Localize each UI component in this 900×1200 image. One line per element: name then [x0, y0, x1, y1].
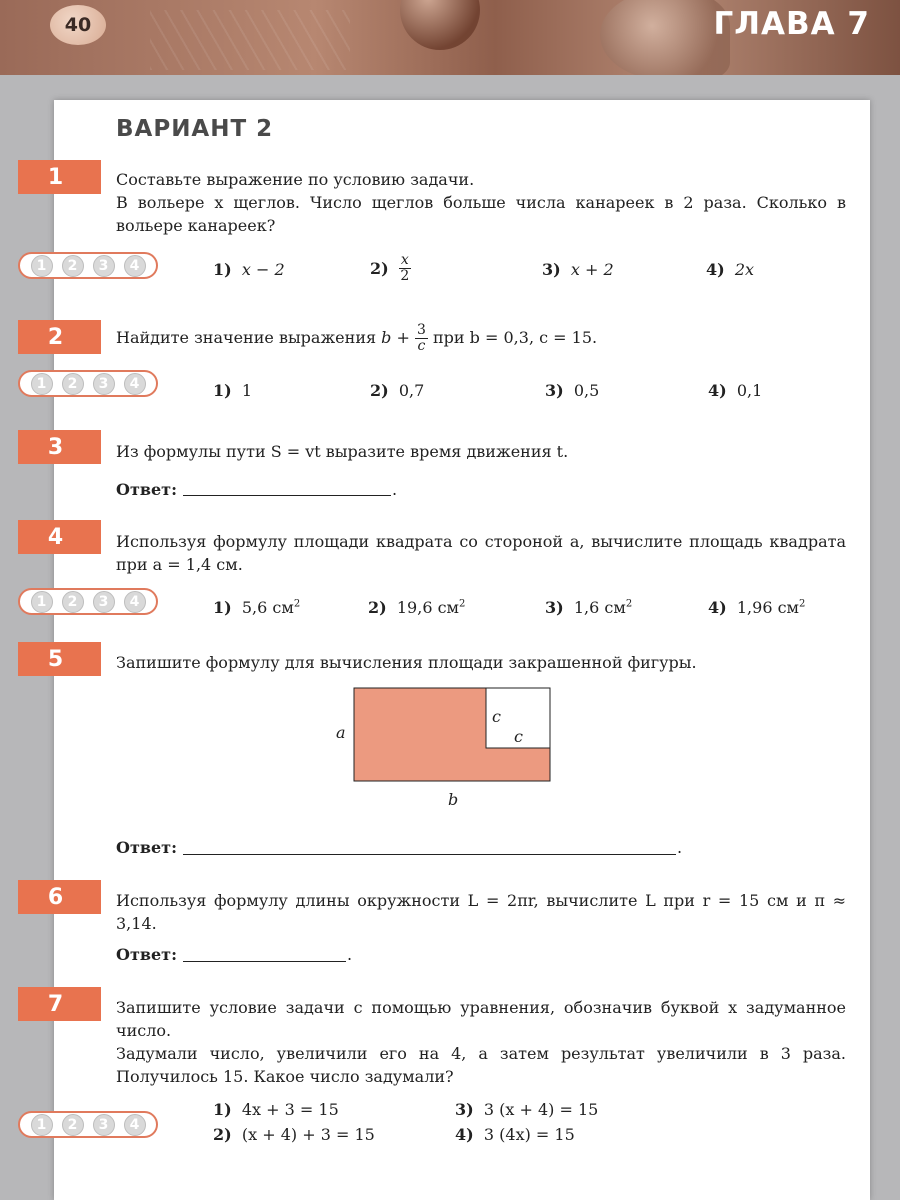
- answer-label: Ответ:: [116, 838, 177, 857]
- choice-circle-3[interactable]: 3: [93, 255, 115, 277]
- task-3-text: Из формулы пути S = vt выразите время движения t.: [116, 442, 569, 461]
- task-4-text: Используя формулу площади квадрата со стороной a, вычислите площадь квадрата при a = 1,4 см.: [116, 532, 846, 574]
- task-number-tab: 7: [18, 987, 101, 1021]
- choice-circle-3[interactable]: 3: [93, 373, 115, 395]
- choice-circle-4[interactable]: 4: [124, 255, 146, 277]
- choice-circle-4[interactable]: 4: [124, 591, 146, 613]
- answer-period: .: [677, 838, 683, 857]
- task-6-text: Используя формулу длины окружности L = 2πr, вычислите L при r = 15 см и π ≈ 3,14.: [116, 891, 846, 933]
- answer-choice-selector[interactable]: [18, 588, 158, 615]
- answer-period: .: [347, 945, 353, 964]
- choice-circle-4[interactable]: 4: [124, 1114, 146, 1136]
- option-3: 3) 3 (x + 4) = 15: [455, 1100, 599, 1119]
- option-3: 3) 1,6 $см^2$: [545, 598, 633, 617]
- option-1: 1) 5,6 $см^2$: [213, 598, 301, 617]
- task-5-text: Запишите формулу для вычисления площади закрашенной фигуры.: [116, 653, 697, 672]
- option-1: 1) 1: [213, 381, 253, 400]
- variant-title: ВАРИАНТ 2: [116, 116, 274, 142]
- choice-circle-1[interactable]: 1: [31, 591, 53, 613]
- task-number-tab: 1: [18, 160, 101, 194]
- choice-circle-1[interactable]: 1: [31, 373, 53, 395]
- label-side-b: b: [448, 790, 459, 809]
- choice-circle-2[interactable]: 2: [62, 255, 84, 277]
- choice-circle-3[interactable]: 3: [93, 591, 115, 613]
- option-4: 4) 0,1: [708, 381, 763, 400]
- chapter-header-banner: [0, 0, 900, 75]
- option-4: 4) 1,96 $см^2$: [708, 598, 806, 617]
- task-1-line-1: Составьте выражение по условию задачи.: [116, 170, 475, 189]
- option-2: 2) (x + 4) + 3 = 15: [213, 1125, 375, 1144]
- option-2: 2) 0,7: [370, 381, 425, 400]
- task-number-tab: 5: [18, 642, 101, 676]
- option-2: 2) $\frac{x}{2}$: [370, 252, 410, 284]
- task-1-line-2: В вольере x щеглов. Число щеглов больше числа канареек в 2 раза. Сколько в вольере канареек?: [116, 193, 846, 235]
- task-number-tab: 2: [18, 320, 101, 354]
- option-3: 3) x + 2: [542, 260, 614, 279]
- answer-line[interactable]: [183, 854, 676, 855]
- choice-circle-2[interactable]: 2: [62, 591, 84, 613]
- page-number: 40: [50, 5, 106, 45]
- header-decoration: [400, 0, 480, 50]
- task-7-text: [116, 996, 846, 1088]
- task-number-tab: 6: [18, 880, 101, 914]
- choice-circle-1[interactable]: 1: [31, 1114, 53, 1136]
- choice-circle-1[interactable]: 1: [31, 255, 53, 277]
- choice-circle-3[interactable]: 3: [93, 1114, 115, 1136]
- answer-line[interactable]: [183, 961, 346, 962]
- task-number-tab: 4: [18, 520, 101, 554]
- choice-circle-2[interactable]: 2: [62, 373, 84, 395]
- task-7-line-1: Запишите условие задачи с помощью уравнения, обозначив буквой x задуманное число.: [116, 998, 846, 1040]
- task-2-text: Найдите значение выражения b + $\frac{3}{c}$ при b = 0,3, c = 15.: [116, 322, 598, 354]
- label-side-c: c: [492, 707, 501, 726]
- option-1: 1) x − 2: [213, 260, 285, 279]
- answer-period: .: [392, 480, 398, 499]
- task-number-tab: 3: [18, 430, 101, 464]
- option-1: 1) 4x + 3 = 15: [213, 1100, 339, 1119]
- choice-circle-2[interactable]: 2: [62, 1114, 84, 1136]
- option-2: 2) 19,6 $см^2$: [368, 598, 466, 617]
- answer-label: Ответ:: [116, 480, 177, 499]
- header-decoration: [150, 10, 350, 70]
- task-1-text: [116, 168, 846, 237]
- choice-circle-4[interactable]: 4: [124, 373, 146, 395]
- label-side-c: c: [514, 727, 523, 746]
- answer-label: Ответ:: [116, 945, 177, 964]
- label-side-a: a: [336, 723, 346, 742]
- option-3: 3) 0,5: [545, 381, 600, 400]
- answer-choice-selector[interactable]: [18, 252, 158, 279]
- chapter-title: ГЛАВА 7: [713, 6, 870, 42]
- answer-choice-selector[interactable]: [18, 370, 158, 397]
- task-7-line-2: Задумали число, увеличили его на 4, а затем результат увеличили в 3 раза. Получилось 15. Какое число задумали?: [116, 1044, 846, 1086]
- answer-choice-selector[interactable]: [18, 1111, 158, 1138]
- answer-line[interactable]: [183, 495, 391, 496]
- option-4: 4) 2x: [706, 260, 755, 279]
- option-4: 4) 3 (4x) = 15: [455, 1125, 575, 1144]
- header-decoration: [600, 0, 730, 75]
